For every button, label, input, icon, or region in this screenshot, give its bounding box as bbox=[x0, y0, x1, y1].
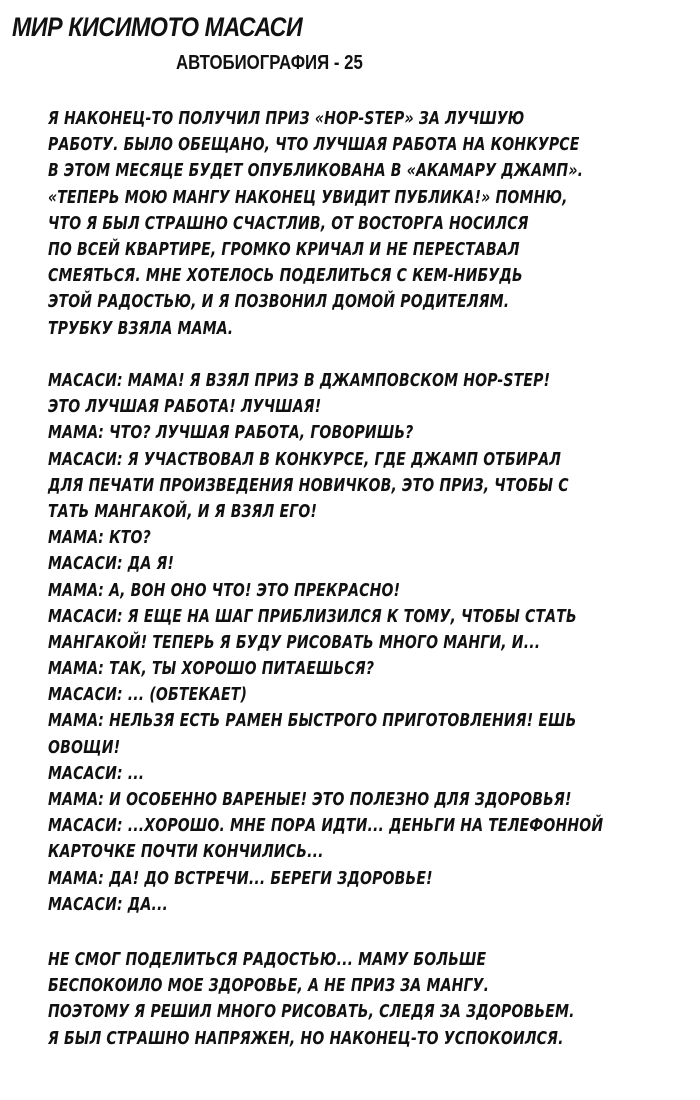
text-line: МАСАСИ: ... bbox=[48, 762, 145, 784]
text-line: ТРУБКУ ВЗЯЛА МАМА. bbox=[48, 317, 234, 339]
text-line: МАСАСИ: ... (ОБТЕКАЕТ) bbox=[48, 684, 248, 706]
text-line: МАМА: ТАК, ТЫ ХОРОШО ПИТАЕШЬСЯ? bbox=[48, 658, 375, 680]
paragraph-dialogue bbox=[48, 368, 668, 918]
text-line: МАСАСИ: ДА Я! bbox=[48, 553, 175, 575]
text-line: Я БЫЛ СТРАШНО НАПРЯЖЕН, НО НАКОНЕЦ-ТО УСПОКОИЛСЯ. bbox=[48, 1027, 564, 1049]
text-line: МАСАСИ: Я УЧАСТВОВАЛ В КОНКУРСЕ, ГДЕ ДЖАМП ОТБИРАЛ bbox=[48, 448, 562, 470]
text-line: ЭТОЙ РАДОСТЬЮ, И Я ПОЗВОНИЛ ДОМОЙ РОДИТЕЛЯМ. bbox=[48, 291, 510, 313]
text-line: МАМА: ДА! ДО ВСТРЕЧИ... БЕРЕГИ ЗДОРОВЬЕ! bbox=[48, 867, 433, 889]
text-line: МАМА: ЧТО? ЛУЧШАЯ РАБОТА, ГОВОРИШЬ? bbox=[48, 422, 414, 444]
paragraph-conclusion bbox=[48, 947, 668, 1052]
text-line: МАМА: А, ВОН ОНО ЧТО! ЭТО ПРЕКРАСНО! bbox=[48, 579, 401, 601]
text-line: КАРТОЧКЕ ПОЧТИ КОНЧИЛИСЬ... bbox=[48, 841, 324, 863]
page-title: МИР КИСИМОТО МАСАСИ bbox=[12, 12, 303, 42]
text-line: МАСАСИ: Я ЕЩЕ НА ШАГ ПРИБЛИЗИЛСЯ К ТОМУ, ЧТОБЫ СТАТЬ bbox=[48, 605, 577, 627]
text-line: ПОЭТОМУ Я РЕШИЛ МНОГО РИСОВАТЬ, СЛЕДЯ ЗА ЗДОРОВЬЕМ. bbox=[48, 1001, 575, 1023]
text-line: В ЭТОМ МЕСЯЦЕ БУДЕТ ОПУБЛИКОВАНА В «АКАМАРУ ДЖАМП». bbox=[48, 160, 584, 182]
text-line: БЕСПОКОИЛО МОЕ ЗДОРОВЬЕ, А НЕ ПРИЗ ЗА МАНГУ. bbox=[48, 975, 490, 997]
text-line: ОВОЩИ! bbox=[48, 736, 121, 758]
text-line: МАНГАКОЙ! ТЕПЕРЬ Я БУДУ РИСОВАТЬ МНОГО МАНГИ, И... bbox=[48, 631, 541, 653]
text-line: МАСАСИ: МАМА! Я ВЗЯЛ ПРИЗ В ДЖАМПОВСКОМ HOP-STEP! bbox=[48, 370, 551, 391]
text-line: РАБОТУ. БЫЛО ОБЕЩАНО, ЧТО ЛУЧШАЯ РАБОТА НА КОНКУРСЕ bbox=[48, 134, 580, 156]
text-line: СМЕЯТЬСЯ. МНЕ ХОТЕЛОСЬ ПОДЕЛИТЬСЯ С КЕМ-НИБУДЬ bbox=[48, 265, 523, 287]
paragraph-intro bbox=[48, 106, 668, 342]
text-line: ЧТО Я БЫЛ СТРАШНО СЧАСТЛИВ, ОТ ВОСТОРГА НОСИЛСЯ bbox=[48, 212, 529, 234]
text-line: ДЛЯ ПЕЧАТИ ПРОИЗВЕДЕНИЯ НОВИЧКОВ, ЭТО ПРИЗ, ЧТОБЫ С bbox=[48, 474, 569, 496]
text-line: НЕ СМОГ ПОДЕЛИТЬСЯ РАДОСТЬЮ... МАМУ БОЛЬШЕ bbox=[48, 949, 487, 970]
text-line: ПО ВСЕЙ КВАРТИРЕ, ГРОМКО КРИЧАЛ И НЕ ПЕРЕСТАВАЛ bbox=[48, 238, 520, 260]
text-line: МАМА: НЕЛЬЗЯ ЕСТЬ РАМЕН БЫСТРОГО ПРИГОТОВЛЕНИЯ! ЕШЬ bbox=[48, 710, 577, 732]
text-line: ТАТЬ МАНГАКОЙ, И Я ВЗЯЛ ЕГО! bbox=[48, 500, 318, 522]
text-line: МАСАСИ: ДА... bbox=[48, 893, 168, 915]
text-line: Я НАКОНЕЦ-ТО ПОЛУЧИЛ ПРИЗ «HOP-STEP» ЗА ЛУЧШУЮ bbox=[48, 108, 525, 129]
text-line: МАСАСИ: ...ХОРОШО. МНЕ ПОРА ИДТИ... ДЕНЬГИ НА ТЕЛЕФОННОЙ bbox=[48, 815, 604, 837]
text-line: МАМА: И ОСОБЕННО ВАРЕНЫЕ! ЭТО ПОЛЕЗНО ДЛЯ ЗДОРОВЬЯ! bbox=[48, 789, 572, 810]
text-line: МАМА: КТО? bbox=[48, 527, 151, 549]
text-line: ЭТО ЛУЧШАЯ РАБОТА! ЛУЧШАЯ! bbox=[48, 396, 322, 418]
text-line: «ТЕПЕРЬ МОЮ МАНГУ НАКОНЕЦ УВИДИТ ПУБЛИКА!» ПОМНЮ, bbox=[48, 186, 568, 208]
page-subtitle: АВТОБИОГРАФИЯ - 25 bbox=[176, 52, 363, 74]
